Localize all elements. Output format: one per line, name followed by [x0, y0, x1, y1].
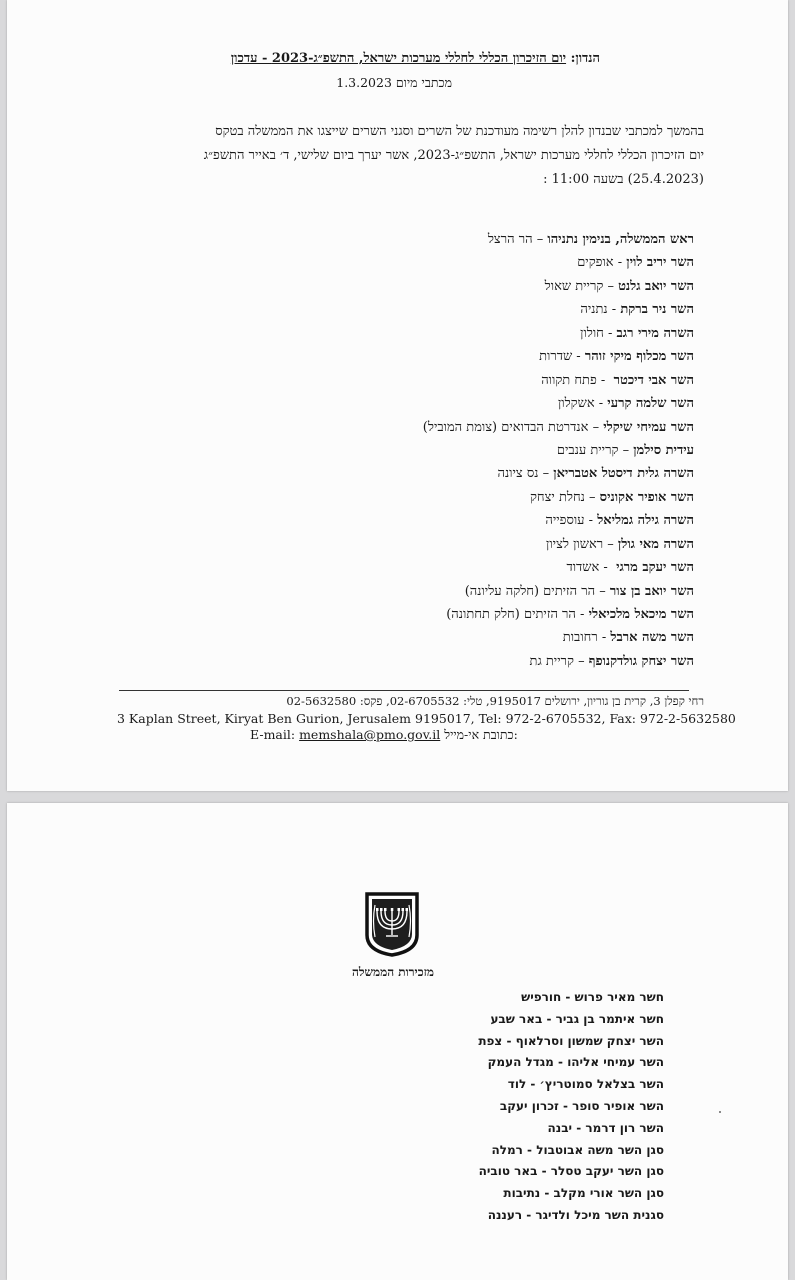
separator: - [575, 607, 589, 622]
separator: - [596, 372, 614, 388]
minister-row [423, 556, 694, 579]
footer-email-line [250, 727, 518, 743]
separator: - [599, 560, 617, 576]
ceremony-location: ראשון לציון [546, 536, 604, 552]
separator: - [584, 513, 598, 529]
ceremony-location: הר הזיתים (חלקה עליונה) [464, 583, 596, 599]
minister-name: השר יואב גלנט [618, 278, 694, 294]
separator: - [572, 349, 585, 365]
minister-name: ראש הממשלה, בנימין נתניהו [547, 232, 694, 247]
intro-line: יום הזיכרון הכללי לחללי מערכות ישראל, התשפ״ג-2023, אשר יערך ביום שלישי, ד׳ באייר התשפ״ג [203, 148, 704, 163]
paper-speck [719, 1111, 721, 1113]
minister-row [423, 603, 694, 626]
minister-name: השרה גילה גמליאל [597, 513, 694, 529]
minister-row [423, 462, 694, 485]
footer-divider [119, 690, 689, 691]
minister-row [423, 486, 694, 509]
ceremony-location: חולון [580, 325, 604, 341]
minister-name: השר משה ארבל [610, 630, 694, 646]
letter-page-1 [7, 0, 788, 791]
ceremony-location: קריית ענבים [556, 442, 619, 458]
minister-row: השר אופיר סופר - זכרון יעקב [499, 1098, 664, 1113]
minister-row: השר עמיחי אליהו - מגדל העמק [487, 1055, 664, 1070]
office-name: מזכירות הממשלה [351, 965, 435, 979]
minister-row [423, 228, 694, 251]
minister-row: סגן השר משה אבוטבול - רמלה [491, 1142, 664, 1157]
minister-name: השר יואב בן צור [609, 583, 694, 599]
minister-row: סגנית השר מיכל ולדיגר - רעננה [487, 1207, 664, 1222]
separator: - [597, 630, 611, 646]
minister-list [423, 228, 694, 673]
ceremony-location: הר הזיתים (חלק תחתונה) [446, 607, 576, 622]
separator: – [538, 466, 554, 482]
minister-name: השר מכלוף מיקי זוהר [584, 349, 694, 365]
ceremony-location: הר הרצל [487, 232, 533, 247]
minister-row [423, 650, 694, 673]
minister-name: השרה גלית דיסטל אטבריאן [553, 466, 694, 482]
ceremony-location: נחלת יצחק [529, 489, 585, 505]
state-emblem-menorah-icon [362, 891, 422, 957]
separator: - [594, 396, 608, 412]
minister-row [423, 416, 694, 439]
minister-row [423, 345, 694, 368]
separator: - [607, 302, 621, 318]
ceremony-location: אופקים [577, 255, 614, 271]
minister-name: השר ניר ברקת [620, 302, 694, 318]
minister-row: השר רון דרמר - יבנה [547, 1120, 664, 1135]
separator: – [584, 489, 600, 505]
minister-name: השר מיכאל מלכיאלי [588, 607, 694, 622]
minister-name: השר אופיר אקוניס [599, 489, 694, 505]
letter-date: מכתבי מיום 1.3.2023 [336, 75, 452, 90]
minister-row: סגן השר יעקב טסלר - באר טוביה [478, 1164, 664, 1179]
minister-row: חשר איתמר בן גביר - באר שבע [490, 1011, 664, 1026]
intro-line: (25.4.2023) בשעה 11:00 : [543, 172, 704, 187]
subject-line [231, 50, 600, 66]
minister-row: השר יצחק שמשון וסרלאוף - צפת [478, 1033, 664, 1048]
minister-name: עידית סילמן [633, 442, 694, 458]
subject-text: יום הזיכרון הכללי לחללי מערכות ישראל, התשפ״ג-2023 - עדכון [230, 51, 567, 66]
minister-row: סגן השר אורי מקלב - נתיבות [503, 1186, 664, 1201]
minister-row [423, 251, 694, 274]
ceremony-location: קריית גת [529, 653, 574, 669]
minister-row [423, 392, 694, 415]
minister-name: השר יריב לוין [626, 255, 694, 271]
minister-row [423, 322, 694, 345]
footer-address-hebrew: רחי קפלן 3, קרית בן גוריון, ירושלים 9195017, טלי: 02-6705532, פקס: 02-5632580 [286, 694, 704, 708]
separator: - [603, 325, 617, 341]
minister-row: חשר מאיר פרוש - חורפיש [521, 990, 664, 1004]
minister-name: השר יעקב מרגי [616, 560, 694, 576]
email-label: E-mail: [250, 727, 296, 742]
minister-name: השר עמיחי שיקלי [603, 419, 694, 435]
separator: – [603, 536, 618, 552]
separator: – [573, 653, 589, 669]
ceremony-location: שדרות [539, 349, 573, 365]
minister-row [423, 626, 694, 649]
separator: – [595, 583, 610, 599]
ceremony-location: פתח תקווה [541, 372, 597, 388]
subject-label: הנדון: [570, 51, 600, 66]
minister-row [423, 439, 694, 462]
separator: – [532, 232, 548, 247]
footer-address-english: 3 Kaplan Street, Kiryat Ben Gurion, Jerusalem 9195017, Tel: 972-2-6705532, Fax: 972-2-5632580 [117, 711, 736, 726]
ceremony-location: אנדרטת הבדואים (צומת המוביל) [422, 419, 589, 435]
minister-row [423, 533, 694, 556]
minister-name: השרה מירי רגב [616, 325, 694, 341]
email-label-hebrew: כתובת אי-מייל: [444, 727, 518, 742]
email-link[interactable]: memshala@pmo.gov.il [299, 727, 441, 742]
minister-row [423, 509, 694, 532]
minister-row: השר בצלאל סמוטריץ׳ - לוד [507, 1077, 664, 1092]
intro-paragraph [104, 120, 704, 192]
ceremony-location: רחובות [562, 630, 598, 646]
minister-name: השר שלמה קרעי [607, 396, 694, 412]
minister-list-continued [478, 987, 664, 1227]
ceremony-location: אשקלון [557, 396, 595, 412]
minister-row [423, 298, 694, 321]
letter-page-2 [7, 803, 788, 1280]
ceremony-location: נתניה [580, 302, 608, 318]
minister-name: השר יצחק גולדקנופף [588, 653, 694, 669]
separator: – [618, 442, 634, 458]
ceremony-location: עוספייה [545, 513, 585, 529]
minister-row [423, 369, 694, 392]
minister-name: השרה מאי גולן [617, 536, 694, 552]
minister-row [423, 275, 694, 298]
separator: – [588, 419, 604, 435]
minister-name: השר אבי דיכטר [613, 372, 694, 388]
minister-row [423, 580, 694, 603]
ceremony-location: קריית שאול [544, 278, 604, 294]
ceremony-location: אשדוד [566, 560, 600, 576]
separator: – [603, 278, 619, 294]
ceremony-location: נס ציונה [497, 466, 539, 482]
separator: - [613, 255, 627, 271]
intro-line: בהמשך למכתבי שבנדון להלן רשימה מעודכנת של השרים וסגני השרים שייצגו את הממשלה בטקס [215, 124, 704, 139]
